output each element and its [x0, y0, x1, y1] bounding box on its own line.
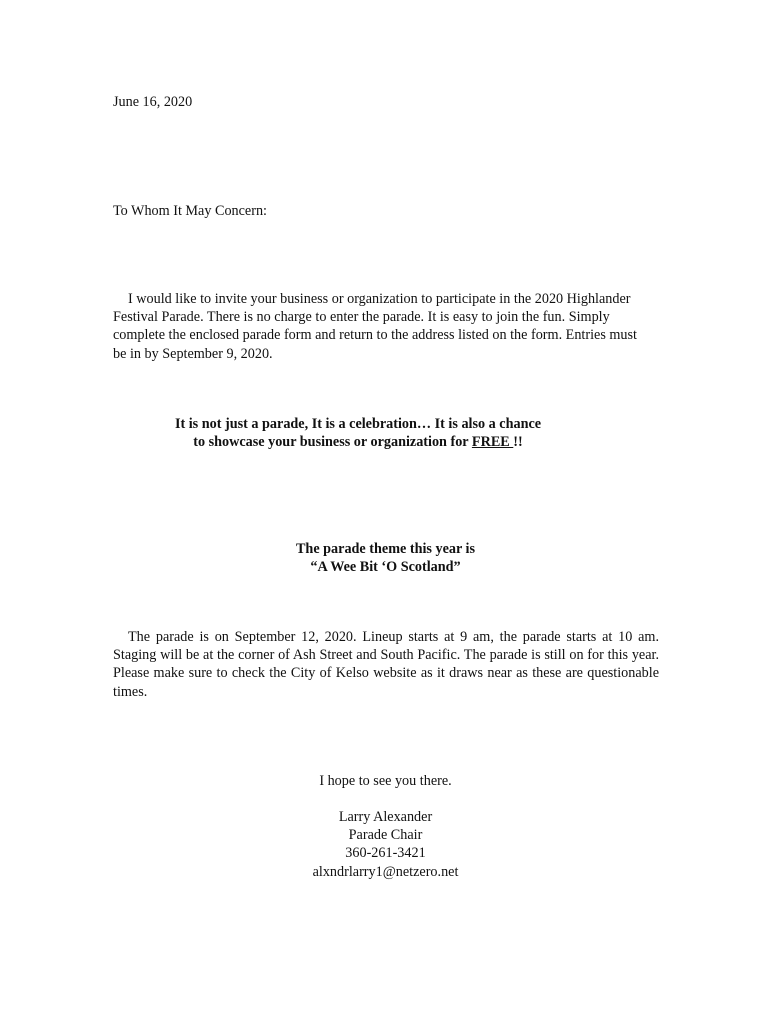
- parade-details-paragraph: [113, 628, 659, 701]
- letter-date: June 16, 2020: [113, 94, 193, 110]
- highlight-statement: [113, 415, 603, 451]
- theme-title: “A Wee Bit ‘O Scotland”: [310, 559, 461, 576]
- letter-salutation: To Whom It May Concern:: [113, 203, 267, 219]
- signer-email: alxndrlarry1@netzero.net: [312, 863, 459, 880]
- highlight-line-2: [113, 433, 603, 451]
- signer-title: Parade Chair: [348, 827, 423, 844]
- parade-details-text: The parade is on September 12, 2020. Lineup starts at 9 am, the parade starts at 10 am. Staging will be at the corner of Ash Street and South Pacific. The parade is still on for this year. Please make sure to check the City of Kelso website as it draws near as these are questionable times.: [113, 629, 659, 700]
- signature-block: [113, 808, 658, 881]
- letter-closing: I hope to see you there.: [319, 773, 452, 789]
- invitation-paragraph: [113, 290, 643, 363]
- signer-name: Larry Alexander: [338, 809, 433, 825]
- parade-theme: [113, 540, 658, 576]
- invitation-paragraph-text: I would like to invite your business or organization to participate in the 2020 Highlander Festival Parade. There is no charge to enter the parade. It is easy to join the fun. Simply complete the enclosed parade form and return to the address listed on the form. Entries must be in by September 9, 2020.: [113, 291, 637, 362]
- highlight-line-2-prefix: to showcase your business or organization for: [193, 434, 472, 451]
- theme-intro: The parade theme this year is: [295, 541, 476, 557]
- signer-phone: 360-261-3421: [345, 845, 426, 862]
- highlight-line-1: It is not just a parade, It is a celebration… It is also a chance: [174, 416, 542, 432]
- free-emphasis: FREE: [471, 434, 514, 451]
- highlight-line-2-suffix: !!: [513, 434, 523, 451]
